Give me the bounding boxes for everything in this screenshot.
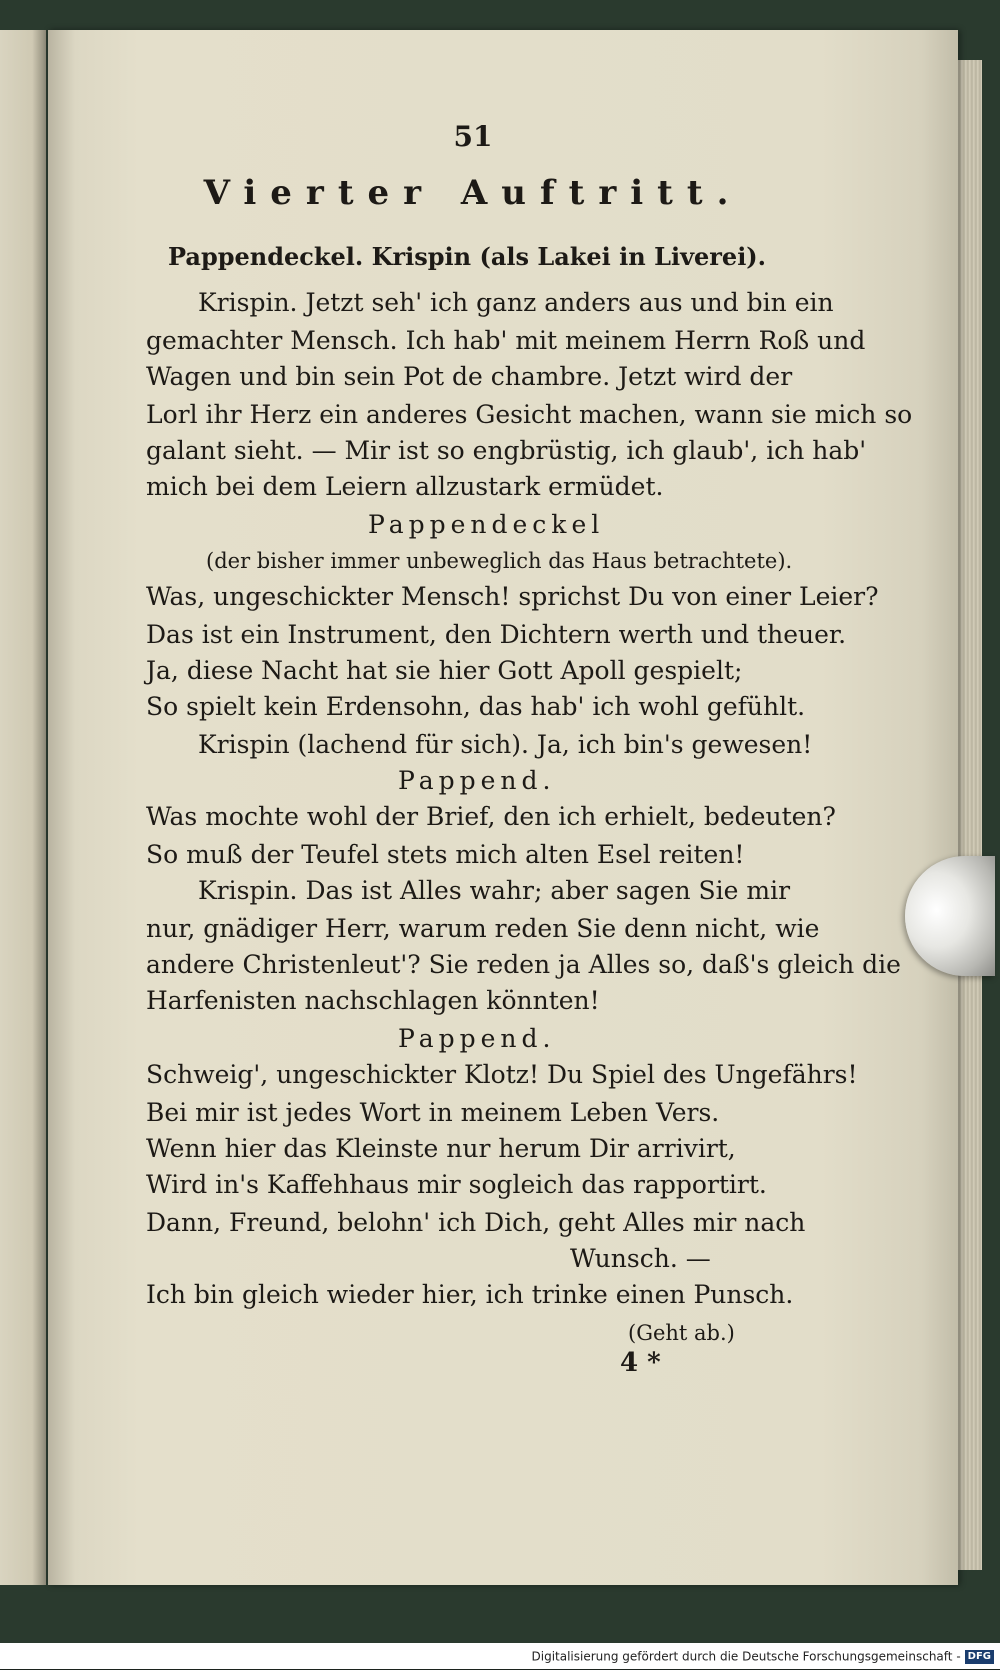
verse-line: Dann, Freund, belohn' ich Dich, geht Alles mir nach bbox=[146, 1208, 806, 1237]
digitization-footer bbox=[0, 1643, 1000, 1669]
text-line: Wagen und bin sein Pot de chambre. Jetzt wird der bbox=[146, 362, 793, 391]
verse-line: Schweig', ungeschickter Klotz! Du Spiel des Ungefährs! bbox=[146, 1060, 858, 1089]
dfg-logo: DFG bbox=[965, 1650, 994, 1664]
verse-line: Das ist ein Instrument, den Dichtern werth und theuer. bbox=[146, 620, 847, 649]
verse-line: So spielt kein Erdensohn, das hab' ich wohl gefühlt. bbox=[146, 692, 806, 721]
text-line: galant sieht. — Mir ist so engbrüstig, ich glaub', ich hab' bbox=[146, 436, 867, 465]
text-line: Krispin. Das ist Alles wahr; aber sagen Sie mir bbox=[198, 876, 791, 905]
text-line: Lorl ihr Herz ein anderes Gesicht machen, wann sie mich so bbox=[146, 400, 913, 429]
text-line: mich bei dem Leiern allzustark ermüdet. bbox=[146, 472, 664, 501]
verse-line: Bei mir ist jedes Wort in meinem Leben Vers. bbox=[146, 1098, 720, 1127]
speaker-name: Pappend. bbox=[398, 1024, 556, 1053]
text-line: Krispin. Jetzt seh' ich ganz anders aus und bin ein bbox=[198, 288, 834, 317]
verse-line: So muß der Teufel stets mich alten Esel reiten! bbox=[146, 840, 745, 869]
footer-text: Digitalisierung gefördert durch die Deutsche Forschungsgemeinschaft - bbox=[531, 1649, 961, 1664]
scene-heading: Vierter Auftritt. bbox=[203, 173, 743, 213]
text-line: gemachter Mensch. Ich hab' mit meinem Herrn Roß und bbox=[146, 326, 866, 355]
verse-line: Was, ungeschickter Mensch! sprichst Du von einer Leier? bbox=[146, 582, 879, 611]
verse-line: Ja, diese Nacht hat sie hier Gott Apoll gespielt; bbox=[146, 656, 743, 685]
text-line: nur, gnädiger Herr, warum reden Sie denn nicht, wie bbox=[146, 914, 820, 943]
speaker-name: Pappendeckel bbox=[368, 510, 605, 539]
verse-line: Wenn hier das Kleinste nur herum Dir arrivirt, bbox=[146, 1134, 736, 1163]
verse-line: Wunsch. — bbox=[570, 1244, 711, 1273]
page-number: 51 bbox=[453, 120, 493, 153]
text-line: andere Christenleut'? Sie reden ja Alles so, daß's gleich die bbox=[146, 950, 901, 979]
signature-mark: 4 * bbox=[620, 1348, 661, 1378]
stage-direction: (Geht ab.) bbox=[628, 1321, 735, 1345]
verse-line: Wird in's Kaffehhaus mir sogleich das rapportirt. bbox=[146, 1170, 767, 1199]
stage-direction: (der bisher immer unbeweglich das Haus betrachtete). bbox=[206, 549, 793, 573]
facing-page-edge bbox=[0, 30, 46, 1585]
text-line: Krispin (lachend für sich). Ja, ich bin's gewesen! bbox=[198, 730, 813, 759]
page-stack-edges bbox=[958, 60, 982, 1570]
book-page bbox=[48, 30, 958, 1585]
verse-line: Ich bin gleich wieder hier, ich trinke einen Punsch. bbox=[146, 1280, 794, 1309]
speaker-name: Pappend. bbox=[398, 766, 556, 795]
verse-line: Was mochte wohl der Brief, den ich erhielt, bedeuten? bbox=[146, 802, 836, 831]
cast-line: Pappendeckel. Krispin (als Lakei in Liverei). bbox=[168, 242, 767, 271]
page-text bbox=[48, 30, 958, 1585]
text-line: Harfenisten nachschlagen könnten! bbox=[146, 986, 600, 1015]
